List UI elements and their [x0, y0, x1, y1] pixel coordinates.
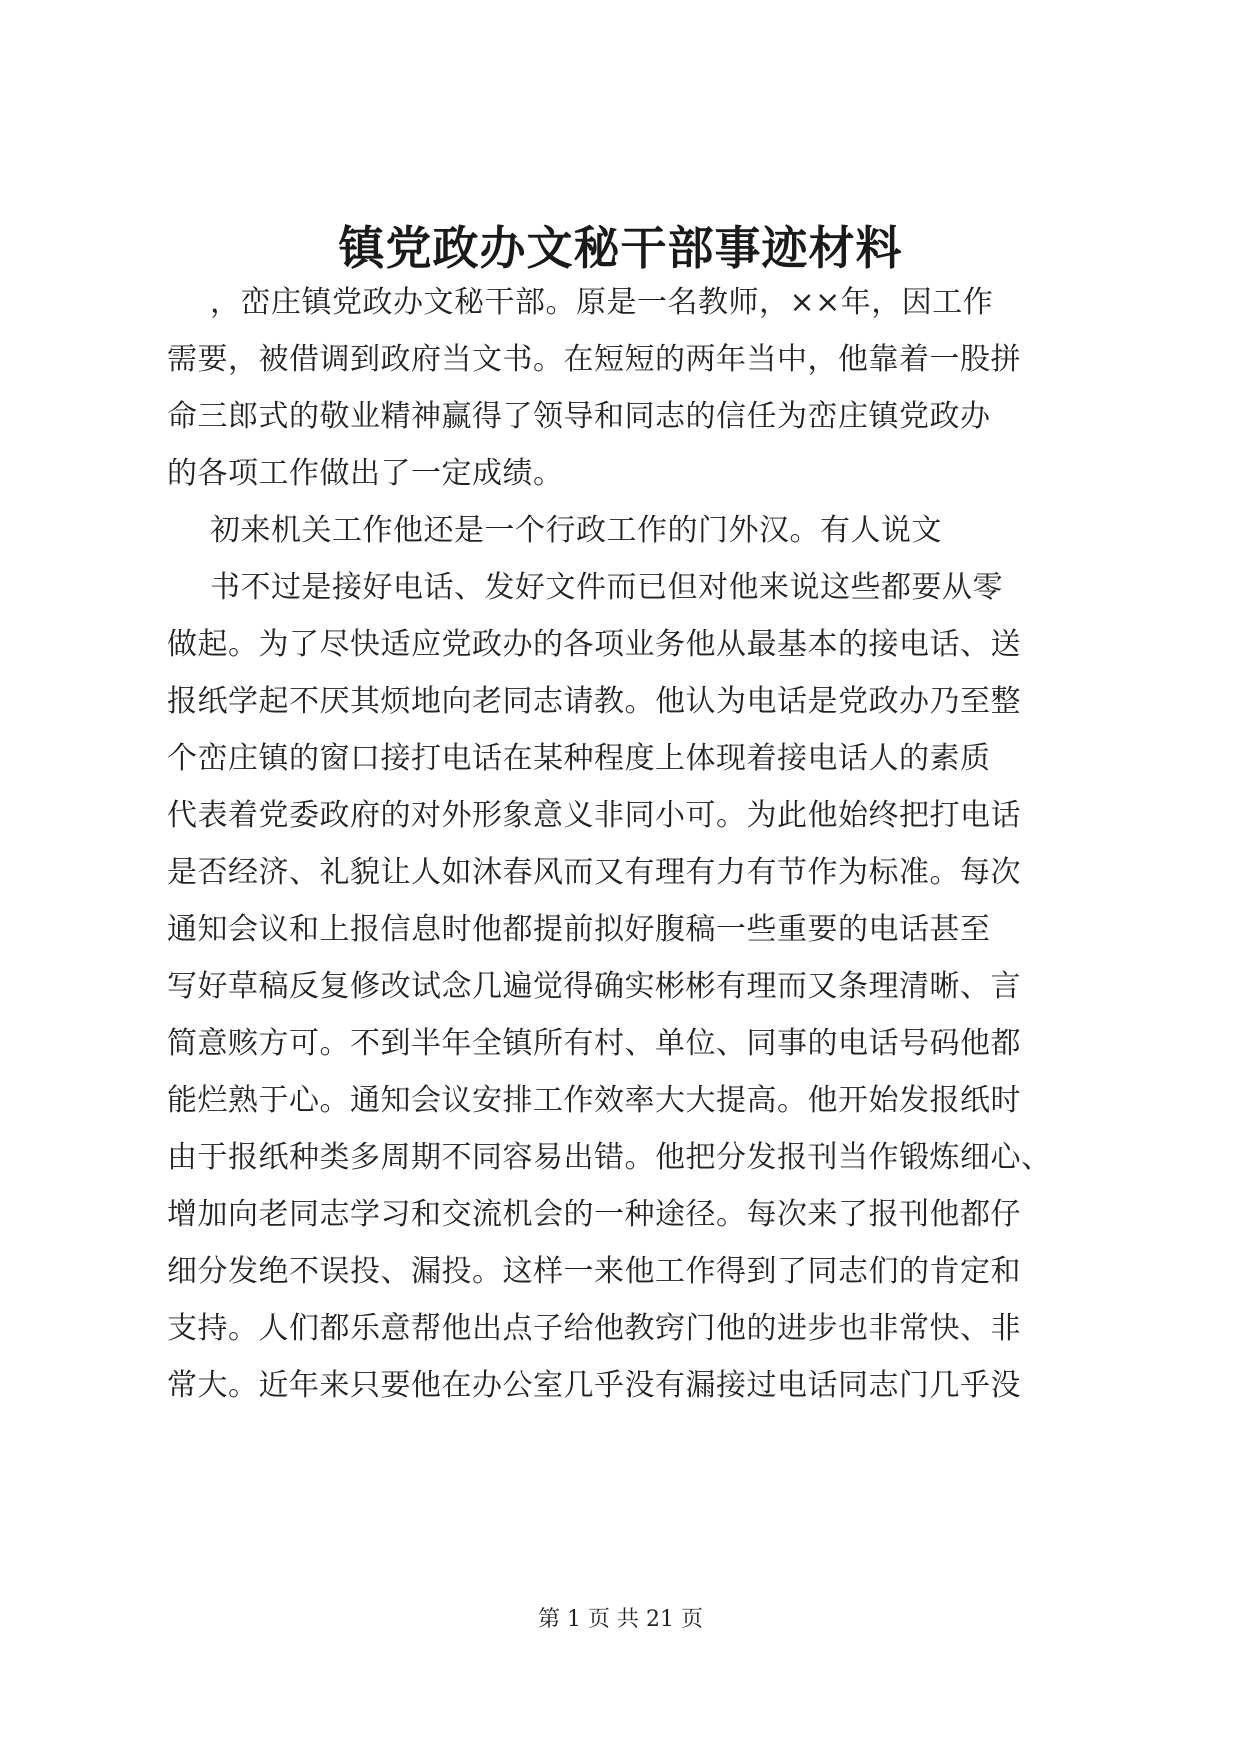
- paragraph-3-line-2: 做起。为了尽快适应党政办的各项业务他从最基本的接电话、送: [167, 627, 1021, 662]
- paragraph-1-line-3: 命三郎式的敬业精神赢得了领导和同志的信任为峦庄镇党政办: [167, 399, 991, 434]
- paragraph-1-line-1: ，峦庄镇党政办文秘干部。原是一名教师，××年，因工作: [210, 285, 994, 320]
- page-footer: 第 1 页 共 21 页: [538, 1607, 703, 1632]
- paragraph-3-line-10: 能烂熟于心。通知会议安排工作效率大大提高。他开始发报纸时: [167, 1083, 1021, 1118]
- paragraph-3-line-15: 常大。近年来只要他在办公室几乎没有漏接过电话同志门几乎没: [167, 1368, 1021, 1403]
- paragraph-3-line-7: 通知会议和上报信息时他都提前拟好腹稿一些重要的电话甚至: [167, 912, 991, 947]
- paragraph-3-line-9: 简意赅方可。不到半年全镇所有村、单位、同事的电话号码他都: [167, 1026, 1021, 1061]
- paragraph-3-line-1: 书不过是接好电话、发好文件而已但对他来说这些都要从零: [210, 570, 1003, 605]
- paragraph-3-line-11: 由于报纸种类多周期不同容易出错。他把分发报刊当作锻炼细心、: [167, 1140, 1052, 1175]
- paragraph-3-line-8: 写好草稿反复修改试念几遍觉得确实彬彬有理而又条理清晰、言: [167, 969, 1021, 1004]
- paragraph-3-line-3: 报纸学起不厌其烦地向老同志请教。他认为电话是党政办乃至整: [167, 684, 1021, 719]
- paragraph-3-line-4: 个峦庄镇的窗口接打电话在某种程度上体现着接电话人的素质: [167, 741, 991, 776]
- paragraph-3-line-6: 是否经济、礼貌让人如沐春风而又有理有力有节作为标准。每次: [167, 855, 1021, 890]
- paragraph-3-line-13: 细分发绝不误投、漏投。这样一来他工作得到了同志们的肯定和: [167, 1254, 1021, 1289]
- paragraph-3-line-5: 代表着党委政府的对外形象意义非同小可。为此他始终把打电话: [167, 798, 1021, 833]
- paragraph-1-line-4: 的各项工作做出了一定成绩。: [167, 456, 564, 491]
- paragraph-1-line-2: 需要，被借调到政府当文书。在短短的两年当中，他靠着一股拼: [167, 342, 1021, 377]
- paragraph-2-line-1: 初来机关工作他还是一个行政工作的门外汉。有人说文: [210, 513, 942, 548]
- paragraph-3-line-12: 增加向老同志学习和交流机会的一种途径。每次来了报刊他都仔: [167, 1197, 1021, 1232]
- paragraph-3-line-14: 支持。人们都乐意帮他出点子给他教窍门他的进步也非常快、非: [167, 1311, 1021, 1346]
- document-title: 镇党政办文秘干部事迹材料: [338, 221, 903, 275]
